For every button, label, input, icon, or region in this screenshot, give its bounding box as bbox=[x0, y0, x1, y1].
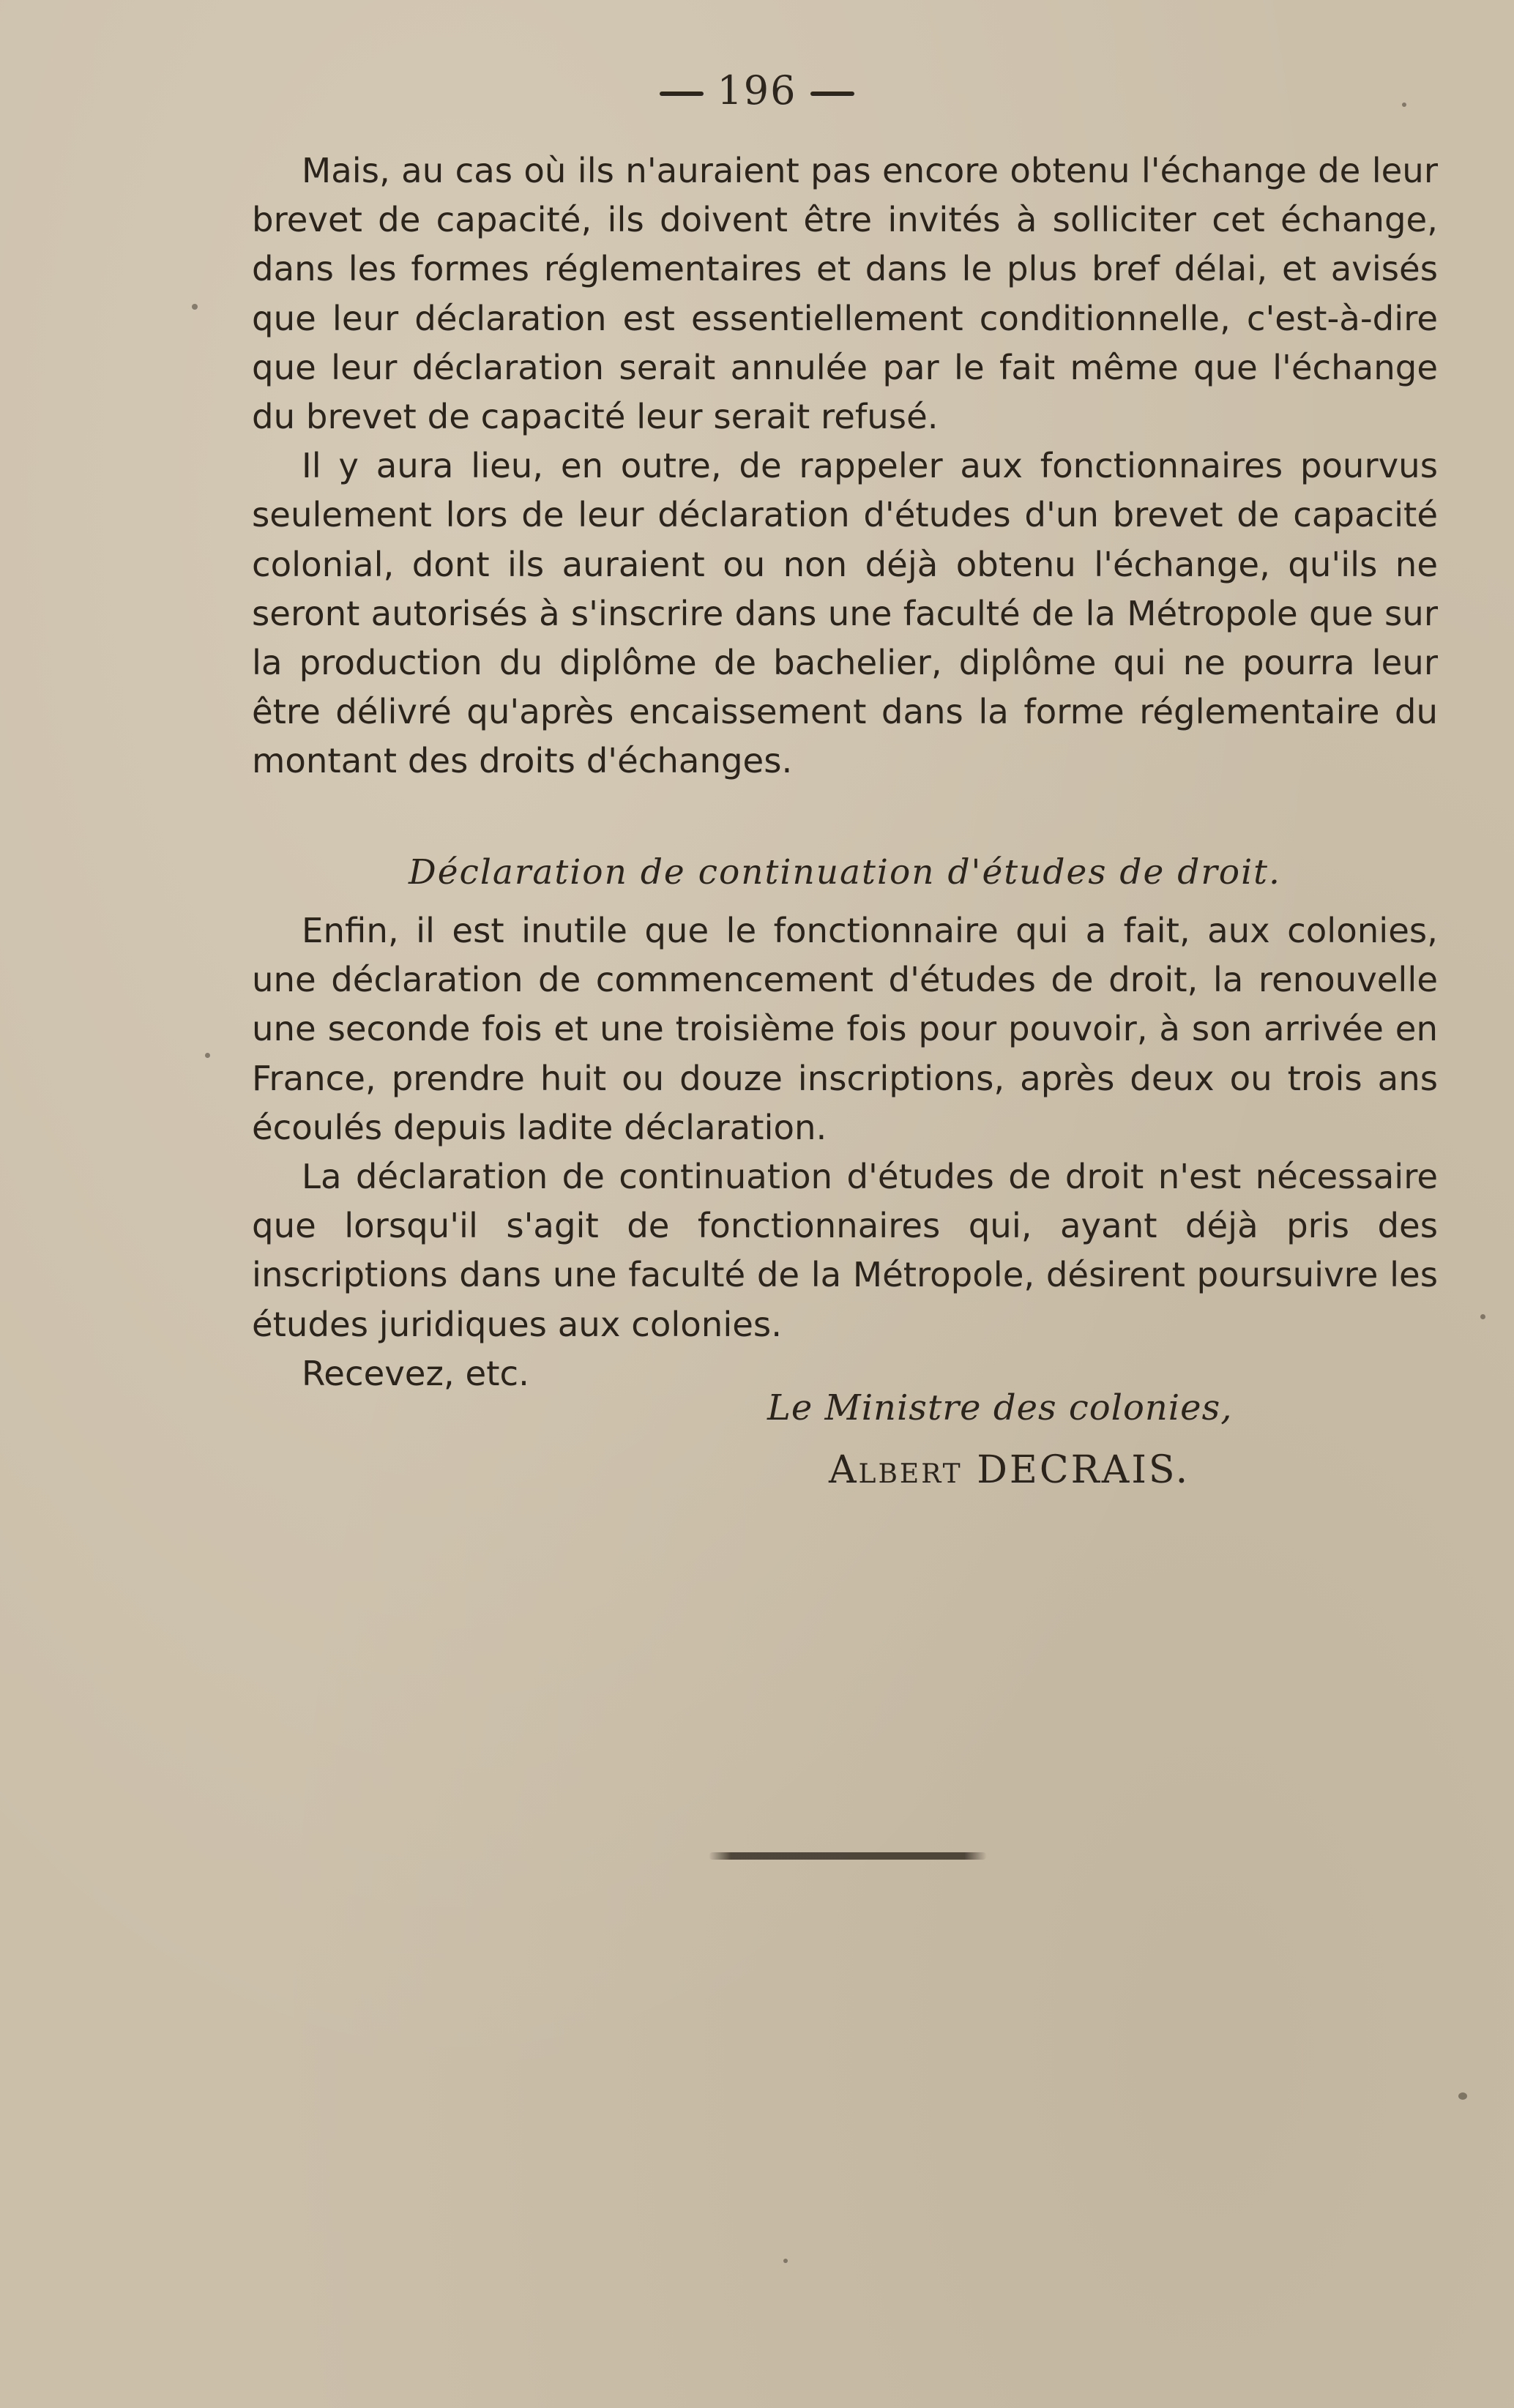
paragraph: Il y aura lieu, en outre, de rappeler aux fonctionnaires pourvus seulement lors de leur déclaration d'études d'un brevet de capacité colonial, dont ils auraient ou non déjà obtenu l'échange, qu'ils ne seront autorisés à s'inscrire dans une faculté de la Métropole que sur la production du diplôme de bachelier, diplôme qui ne pourra leur être délivré qu'après encaissement dans la forme réglementaire du montant des droits d'échanges. bbox=[252, 446, 1438, 781]
body-text-bottom bbox=[252, 906, 1438, 1398]
paper-speck bbox=[1402, 102, 1406, 107]
body-text-top bbox=[252, 146, 1438, 786]
paragraph: La déclaration de continuation d'études de droit n'est nécessaire que lorsqu'il s'agit de fonctionnaires qui, ayant déjà pris des inscriptions dans une faculté de la Métropole, désirent poursuivre les études juridiques aux colonies. bbox=[252, 1157, 1438, 1344]
paper-speck bbox=[1480, 1314, 1485, 1319]
paper-speck bbox=[205, 1053, 210, 1058]
right-dash-ornament bbox=[810, 92, 854, 96]
paper-speck bbox=[783, 2259, 788, 2263]
page-number-text: 196 bbox=[717, 67, 797, 113]
page-number bbox=[0, 67, 1514, 113]
paragraph: Mais, au cas où ils n'auraient pas encore obtenu l'échange de leur brevet de capacité, ils doivent être invités à solliciter cet échange, dans les formes réglementaires et dans le plus bref délai, et avisés que leur déclaration est essentiellement conditionnelle, c'est-à-dire que leur déclaration serait annulée par le fait même que l'échange du brevet de capacité leur serait refusé. bbox=[252, 151, 1438, 437]
paragraph: Enfin, il est inutile que le fonctionnaire qui a fait, aux colonies, une déclaration de commencement d'études de droit, la renouvelle une seconde fois et une troisième fois pour pouvoir, à son arrivée en France, prendre huit ou douze inscriptions, après deux ou trois ans écoulés depuis ladite déclaration. bbox=[252, 911, 1438, 1147]
closing-line: Recevez, etc. bbox=[302, 1353, 529, 1393]
section-heading: Déclaration de continuation d'études de droit. bbox=[409, 852, 1281, 892]
paper-speck bbox=[192, 304, 198, 310]
end-rule-divider bbox=[709, 1852, 987, 1860]
left-dash-ornament bbox=[660, 92, 704, 96]
signature-title: Le Ministre des colonies, bbox=[767, 1387, 1233, 1428]
signature-name: Albert DECRAIS. bbox=[829, 1448, 1190, 1492]
paper-speck bbox=[1458, 2092, 1467, 2100]
